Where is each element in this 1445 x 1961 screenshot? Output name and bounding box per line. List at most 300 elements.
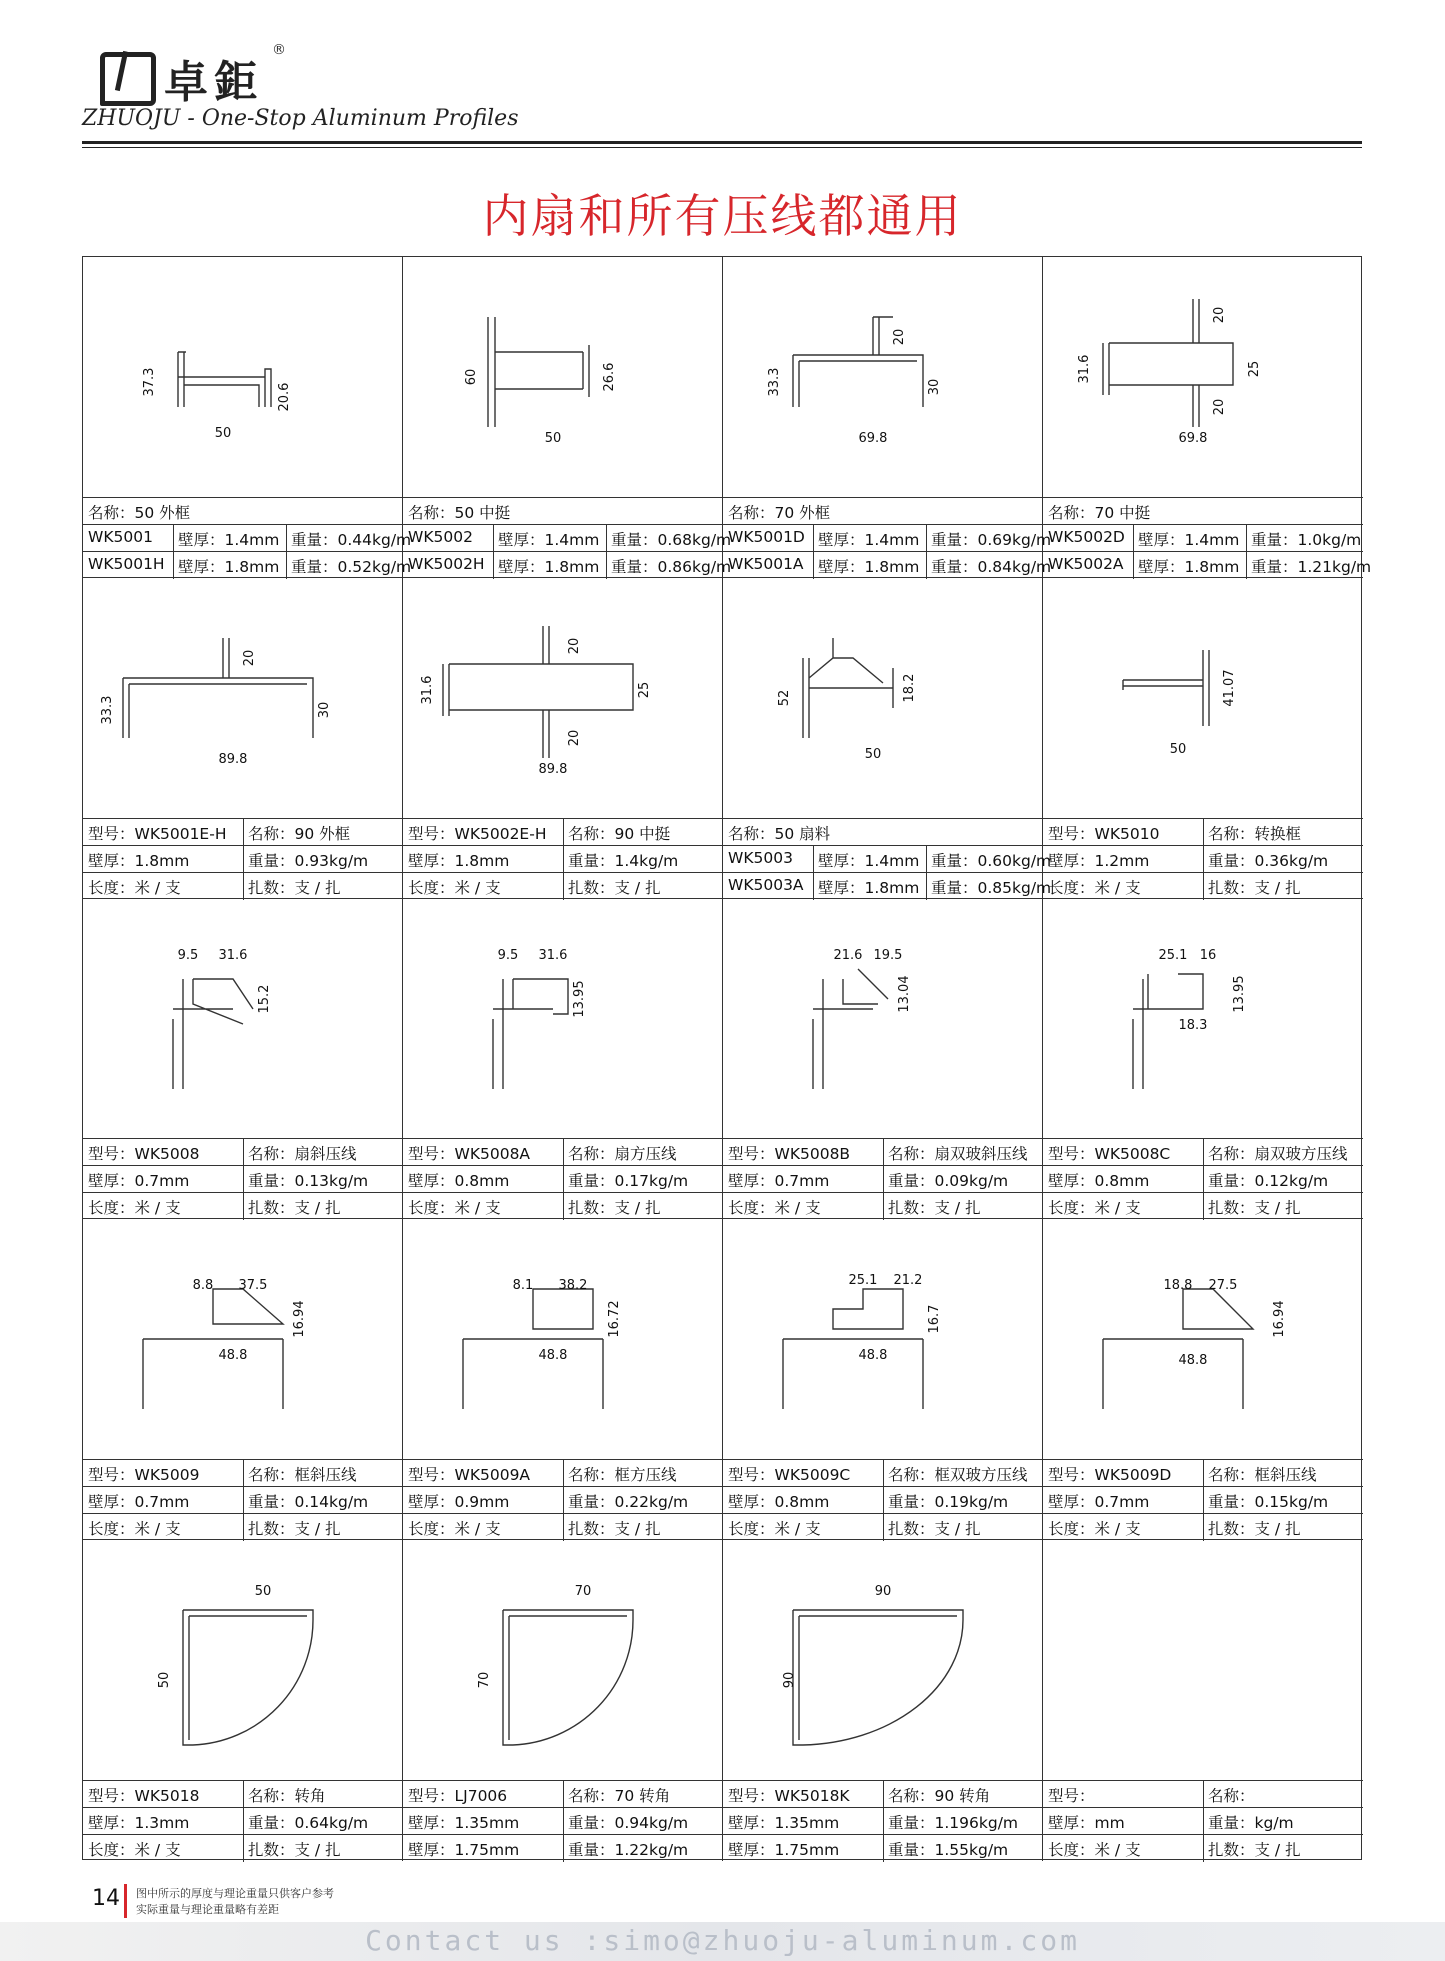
profile-drawing bbox=[83, 1540, 403, 1780]
spec-row bbox=[1043, 872, 1363, 899]
spec-value: 壁厚：1.3mm bbox=[88, 1813, 190, 1832]
spec-row bbox=[723, 872, 1052, 899]
spec-row bbox=[403, 1486, 723, 1513]
cell-divider bbox=[563, 1139, 564, 1166]
cell-divider bbox=[1203, 1166, 1204, 1193]
header-rule bbox=[82, 141, 1362, 144]
spec-row bbox=[723, 1165, 1043, 1192]
dimension-label: 69.8 bbox=[858, 430, 888, 446]
spec-table bbox=[83, 497, 412, 578]
dimension-label: 69.8 bbox=[1178, 430, 1208, 446]
cell-divider bbox=[173, 525, 174, 552]
spec-row bbox=[83, 551, 412, 578]
cell-divider bbox=[1133, 525, 1134, 552]
spec-row bbox=[403, 1834, 723, 1861]
dimension-label: 20 bbox=[891, 328, 907, 346]
spec-value: 长度：米 / 支 bbox=[408, 878, 501, 897]
profile-drawing bbox=[83, 578, 403, 818]
spec-row bbox=[723, 497, 1043, 524]
profile-cell bbox=[83, 899, 403, 1220]
spec-row bbox=[83, 1513, 403, 1540]
spec-table bbox=[723, 1780, 1043, 1861]
spec-value: 长度：米 / 支 bbox=[1048, 1520, 1141, 1539]
cell-divider bbox=[243, 873, 244, 900]
profile-cell bbox=[1043, 899, 1363, 1220]
profile-drawing bbox=[1043, 1219, 1363, 1459]
spec-row bbox=[403, 1807, 723, 1834]
dimension-label: 19.5 bbox=[873, 947, 903, 963]
spec-value: 壁厚：1.8mm bbox=[408, 851, 510, 870]
cell-divider bbox=[1203, 1487, 1204, 1514]
profile-grid bbox=[82, 256, 1372, 1860]
profile-cell bbox=[403, 257, 732, 578]
spec-table bbox=[83, 1780, 403, 1861]
cell-divider bbox=[243, 1193, 244, 1220]
dimension-label: 20 bbox=[1211, 398, 1227, 416]
spec-value: 重量：0.13kg/m bbox=[248, 1172, 369, 1191]
spec-row bbox=[83, 872, 403, 899]
dimension-label: 21.2 bbox=[893, 1273, 923, 1289]
cell-divider bbox=[1203, 819, 1204, 846]
spec-value: 扎数：支 / 扎 bbox=[568, 878, 661, 897]
spec-table bbox=[83, 818, 403, 899]
cell-divider bbox=[1203, 873, 1204, 900]
spec-row bbox=[1043, 1486, 1363, 1513]
spec-value: 重量：0.68kg/m bbox=[611, 530, 732, 549]
spec-row bbox=[1043, 1780, 1363, 1807]
dimension-label: 48.8 bbox=[538, 1348, 568, 1364]
cell-divider bbox=[243, 846, 244, 873]
spec-value: 重量：0.17kg/m bbox=[568, 1172, 689, 1191]
spec-value: 壁厚：1.35mm bbox=[408, 1813, 520, 1832]
spec-value: 壁厚：0.9mm bbox=[408, 1493, 510, 1512]
spec-row bbox=[723, 818, 1043, 845]
spec-value: 型号：WK5018K bbox=[728, 1786, 850, 1805]
dimension-label: 37.3 bbox=[142, 367, 158, 397]
spec-value: 壁厚：1.8mm bbox=[818, 878, 920, 897]
spec-value: 重量：0.14kg/m bbox=[248, 1493, 369, 1512]
dimension-label: 37.5 bbox=[238, 1278, 268, 1294]
spec-row bbox=[83, 1165, 403, 1192]
spec-value: 壁厚：0.7mm bbox=[88, 1172, 190, 1191]
dimension-label: 50 bbox=[214, 425, 232, 441]
spec-value: 重量：0.19kg/m bbox=[888, 1493, 1009, 1512]
cell-divider bbox=[563, 1460, 564, 1487]
spec-value: 壁厚：1.75mm bbox=[728, 1840, 840, 1859]
cell-divider bbox=[1133, 552, 1134, 579]
spec-table bbox=[83, 1459, 403, 1540]
cell-divider bbox=[493, 552, 494, 579]
profile-drawing bbox=[1043, 257, 1363, 497]
spec-value: 名称：转角 bbox=[248, 1786, 326, 1805]
spec-row bbox=[403, 1165, 723, 1192]
spec-value: 长度：米 / 支 bbox=[1048, 1199, 1141, 1218]
cell-divider bbox=[563, 1487, 564, 1514]
spec-value: 壁厚：1.2mm bbox=[1048, 851, 1150, 870]
footer-note-line: 实际重量与理论重量略有差距 bbox=[136, 1903, 279, 1916]
profile-drawing bbox=[1043, 899, 1363, 1139]
cell-divider bbox=[563, 819, 564, 846]
dimension-label: 15.2 bbox=[256, 984, 272, 1014]
cell-divider bbox=[563, 1514, 564, 1541]
dimension-label: 70 bbox=[574, 1584, 592, 1600]
cell-divider bbox=[1246, 552, 1247, 579]
spec-value: 重量：0.44kg/m bbox=[291, 530, 412, 549]
cell-divider bbox=[493, 525, 494, 552]
profile-drawing bbox=[1043, 1540, 1363, 1780]
spec-row bbox=[723, 1138, 1043, 1165]
spec-value: 重量：0.84kg/m bbox=[931, 557, 1052, 576]
cell-divider bbox=[563, 1193, 564, 1220]
dimension-label: 41.07 bbox=[1221, 669, 1237, 707]
header-rule-thin bbox=[82, 147, 1362, 148]
cell-divider bbox=[883, 1808, 884, 1835]
spec-value: WK5001H bbox=[88, 554, 165, 573]
spec-value: 扎数：支 / 扎 bbox=[568, 1520, 661, 1539]
spec-value: 名称：90 外框 bbox=[248, 824, 351, 843]
spec-value: 型号：WK5008B bbox=[728, 1145, 851, 1164]
cell-divider bbox=[1203, 1460, 1204, 1487]
spec-row bbox=[83, 497, 403, 524]
dimension-label: 89.8 bbox=[538, 761, 568, 777]
dimension-label: 31.6 bbox=[1077, 354, 1093, 384]
spec-row bbox=[403, 1192, 723, 1219]
profile-drawing bbox=[723, 257, 1043, 497]
profile-drawing bbox=[723, 1540, 1043, 1780]
spec-row bbox=[723, 1834, 1043, 1861]
dimension-label: 30 bbox=[926, 378, 942, 396]
spec-row bbox=[403, 818, 723, 845]
dimension-label: 20 bbox=[566, 637, 582, 655]
dimension-label: 16.72 bbox=[606, 1300, 622, 1338]
profile-cell bbox=[403, 1219, 723, 1540]
cell-divider bbox=[243, 1460, 244, 1487]
dimension-label: 20 bbox=[1211, 306, 1227, 324]
spec-row bbox=[83, 1459, 403, 1486]
spec-table bbox=[403, 818, 723, 899]
dimension-label: 8.1 bbox=[512, 1278, 534, 1294]
spec-value: 名称：70 中挺 bbox=[1048, 503, 1151, 522]
profile-cell bbox=[723, 578, 1052, 899]
spec-row bbox=[1043, 818, 1363, 845]
spec-value: 名称：90 中挺 bbox=[568, 824, 671, 843]
spec-value: 名称：50 扇料 bbox=[728, 824, 831, 843]
cell-divider bbox=[926, 873, 927, 900]
spec-row bbox=[403, 497, 723, 524]
spec-value: 壁厚：1.4mm bbox=[498, 530, 600, 549]
cell-divider bbox=[813, 525, 814, 552]
spec-value: 扎数：支 / 扎 bbox=[248, 1520, 341, 1539]
cell-divider bbox=[813, 552, 814, 579]
spec-value: 长度：米 / 支 bbox=[408, 1520, 501, 1539]
profile-drawing bbox=[723, 578, 1043, 818]
spec-value: 壁厚：0.8mm bbox=[1048, 1172, 1150, 1191]
cell-divider bbox=[1246, 525, 1247, 552]
spec-value: 名称：扇双玻斜压线 bbox=[888, 1145, 1028, 1164]
profile-drawing bbox=[1043, 578, 1363, 818]
cell-divider bbox=[813, 846, 814, 873]
spec-value: 名称： bbox=[1208, 1786, 1255, 1805]
spec-row bbox=[723, 845, 1052, 872]
cell-divider bbox=[1203, 846, 1204, 873]
profile-drawing bbox=[403, 1540, 723, 1780]
spec-value: 壁厚：1.35mm bbox=[728, 1813, 840, 1832]
dimension-label: 25 bbox=[1246, 360, 1262, 378]
spec-row bbox=[83, 1807, 403, 1834]
spec-value: WK5002A bbox=[1048, 554, 1124, 573]
cell-divider bbox=[243, 1166, 244, 1193]
spec-value: 重量：0.86kg/m bbox=[611, 557, 732, 576]
registered-mark: ® bbox=[272, 42, 286, 58]
dimension-label: 90 bbox=[874, 1584, 892, 1600]
profile-cell bbox=[403, 899, 723, 1220]
cell-divider bbox=[883, 1487, 884, 1514]
spec-value: 型号：WK5008C bbox=[1048, 1145, 1171, 1164]
cell-divider bbox=[563, 1808, 564, 1835]
dimension-label: 18.3 bbox=[1178, 1017, 1208, 1033]
spec-value: WK5001 bbox=[88, 527, 153, 546]
spec-row bbox=[83, 1780, 403, 1807]
spec-value: 名称：扇双玻方压线 bbox=[1208, 1145, 1348, 1164]
dimension-label: 27.5 bbox=[1208, 1278, 1238, 1294]
profile-drawing bbox=[403, 257, 723, 497]
spec-value: 型号：WK5010 bbox=[1048, 824, 1160, 843]
spec-row bbox=[83, 1192, 403, 1219]
cell-divider bbox=[1203, 1193, 1204, 1220]
dimension-label: 31.6 bbox=[538, 947, 568, 963]
spec-table bbox=[1043, 497, 1372, 578]
spec-value: 重量：0.69kg/m bbox=[931, 530, 1052, 549]
profile-cell bbox=[83, 1219, 403, 1540]
dimension-label: 52 bbox=[777, 689, 793, 707]
cell-divider bbox=[606, 552, 607, 579]
spec-value: 名称：框斜压线 bbox=[248, 1466, 357, 1485]
spec-value: WK5003A bbox=[728, 875, 804, 894]
spec-value: 重量：0.36kg/m bbox=[1208, 851, 1329, 870]
spec-row bbox=[723, 1459, 1043, 1486]
dimension-label: 48.8 bbox=[858, 1348, 888, 1364]
spec-value: 型号：WK5008A bbox=[408, 1145, 531, 1164]
spec-value: 重量：0.93kg/m bbox=[248, 851, 369, 870]
dimension-label: 18.8 bbox=[1163, 1278, 1193, 1294]
spec-value: WK5002 bbox=[408, 527, 473, 546]
profile-cell bbox=[83, 257, 412, 578]
dimension-label: 31.6 bbox=[420, 675, 436, 705]
spec-row bbox=[723, 551, 1052, 578]
spec-row bbox=[723, 1780, 1043, 1807]
spec-value: 名称：扇方压线 bbox=[568, 1145, 677, 1164]
spec-row bbox=[1043, 845, 1363, 872]
profile-cell bbox=[403, 578, 723, 899]
spec-table bbox=[83, 1138, 403, 1219]
cell-divider bbox=[883, 1781, 884, 1808]
spec-value: 型号：WK5002E-H bbox=[408, 824, 547, 843]
spec-value: 重量：kg/m bbox=[1208, 1813, 1294, 1832]
cell-divider bbox=[1203, 1514, 1204, 1541]
spec-value: WK5002D bbox=[1048, 527, 1125, 546]
profile-cell bbox=[1043, 257, 1372, 578]
spec-value: 型号：LJ7006 bbox=[408, 1786, 508, 1805]
spec-row bbox=[1043, 1165, 1363, 1192]
spec-value: 壁厚：1.75mm bbox=[408, 1840, 520, 1859]
spec-row bbox=[1043, 551, 1372, 578]
spec-value: 长度：米 / 支 bbox=[728, 1520, 821, 1539]
cell-divider bbox=[563, 1835, 564, 1862]
spec-table bbox=[1043, 1459, 1363, 1540]
dimension-label: 25.1 bbox=[1158, 947, 1188, 963]
spec-value: 名称：50 外框 bbox=[88, 503, 191, 522]
contact-email-link[interactable]: Contact us :simo@zhuoju-aluminum.com bbox=[365, 1924, 1080, 1957]
profile-cell bbox=[83, 1540, 403, 1861]
dimension-label: 21.6 bbox=[833, 947, 863, 963]
spec-value: 重量：0.12kg/m bbox=[1208, 1172, 1329, 1191]
profile-drawing bbox=[83, 257, 403, 497]
spec-value: 壁厚：1.8mm bbox=[818, 557, 920, 576]
cell-divider bbox=[926, 525, 927, 552]
cell-divider bbox=[286, 552, 287, 579]
spec-value: 壁厚：0.7mm bbox=[88, 1493, 190, 1512]
cell-divider bbox=[883, 1193, 884, 1220]
cell-divider bbox=[243, 1514, 244, 1541]
cell-divider bbox=[173, 552, 174, 579]
cell-divider bbox=[286, 525, 287, 552]
spec-value: 重量：0.85kg/m bbox=[931, 878, 1052, 897]
profile-drawing bbox=[723, 1219, 1043, 1459]
spec-row bbox=[1043, 1834, 1363, 1861]
dimension-label: 38.2 bbox=[558, 1278, 588, 1294]
spec-value: 壁厚：1.8mm bbox=[178, 557, 280, 576]
spec-value: 壁厚：0.7mm bbox=[1048, 1493, 1150, 1512]
spec-value: 长度：米 / 支 bbox=[88, 1199, 181, 1218]
dimension-label: 20.6 bbox=[276, 382, 292, 412]
dimension-label: 16 bbox=[1199, 947, 1217, 963]
spec-row bbox=[83, 1486, 403, 1513]
spec-value: 型号：WK5009D bbox=[1048, 1466, 1172, 1485]
spec-value: 名称：70 外框 bbox=[728, 503, 831, 522]
dimension-label: 50 bbox=[157, 1671, 173, 1689]
cell-divider bbox=[243, 1808, 244, 1835]
spec-value: 名称：框方压线 bbox=[568, 1466, 677, 1485]
cell-divider bbox=[243, 1781, 244, 1808]
dimension-label: 20 bbox=[566, 729, 582, 747]
dimension-label: 50 bbox=[254, 1584, 272, 1600]
spec-value: 重量：1.4kg/m bbox=[568, 851, 679, 870]
spec-value: 型号： bbox=[1048, 1786, 1095, 1805]
dimension-label: 48.8 bbox=[1178, 1353, 1208, 1369]
cell-divider bbox=[1203, 1139, 1204, 1166]
cell-divider bbox=[243, 819, 244, 846]
dimension-label: 89.8 bbox=[218, 751, 248, 767]
dimension-label: 25 bbox=[636, 681, 652, 699]
dimension-label: 26.6 bbox=[601, 362, 617, 392]
spec-value: 型号：WK5008 bbox=[88, 1145, 200, 1164]
spec-row bbox=[1043, 1192, 1363, 1219]
footer-note-line: 图中所示的厚度与理论重量只供客户参考 bbox=[136, 1887, 334, 1900]
dimension-label: 31.6 bbox=[218, 947, 248, 963]
spec-table bbox=[723, 497, 1052, 578]
dimension-label: 16.94 bbox=[291, 1300, 307, 1338]
dimension-label: 16.7 bbox=[926, 1304, 942, 1334]
dimension-label: 13.04 bbox=[896, 975, 912, 1013]
dimension-label: 50 bbox=[544, 430, 562, 446]
profile-drawing bbox=[83, 1219, 403, 1459]
spec-row bbox=[83, 1834, 403, 1861]
spec-value: WK5002H bbox=[408, 554, 485, 573]
footer-note bbox=[136, 1886, 334, 1918]
spec-row bbox=[403, 1138, 723, 1165]
cell-divider bbox=[563, 1166, 564, 1193]
cell-divider bbox=[883, 1460, 884, 1487]
spec-value: 重量：0.64kg/m bbox=[248, 1813, 369, 1832]
spec-row bbox=[1043, 1513, 1363, 1540]
cell-divider bbox=[926, 846, 927, 873]
spec-value: 重量：1.0kg/m bbox=[1251, 530, 1362, 549]
profile-drawing bbox=[723, 899, 1043, 1139]
spec-value: 重量：1.55kg/m bbox=[888, 1840, 1009, 1859]
cell-divider bbox=[243, 1835, 244, 1862]
spec-row bbox=[83, 524, 412, 551]
page-number: 14 bbox=[92, 1886, 120, 1911]
spec-row bbox=[403, 1459, 723, 1486]
cell-divider bbox=[1203, 1781, 1204, 1808]
spec-value: 重量：0.94kg/m bbox=[568, 1813, 689, 1832]
spec-value: 壁厚：1.4mm bbox=[1138, 530, 1240, 549]
cell-divider bbox=[883, 1514, 884, 1541]
cell-divider bbox=[926, 552, 927, 579]
profile-drawing bbox=[403, 899, 723, 1139]
spec-row bbox=[403, 845, 723, 872]
spec-row bbox=[1043, 497, 1363, 524]
dimension-label: 50 bbox=[1169, 741, 1187, 757]
profile-cell bbox=[1043, 1540, 1363, 1861]
spec-value: 型号：WK5018 bbox=[88, 1786, 200, 1805]
dimension-label: 90 bbox=[782, 1671, 798, 1689]
dimension-label: 18.2 bbox=[901, 673, 917, 703]
brand-name: 卓鉅 bbox=[164, 57, 264, 108]
spec-row bbox=[403, 551, 732, 578]
spec-table bbox=[1043, 1780, 1363, 1861]
spec-value: 扎数：支 / 扎 bbox=[1208, 1520, 1301, 1539]
spec-value: 名称：框双玻方压线 bbox=[888, 1466, 1028, 1485]
spec-row bbox=[83, 1138, 403, 1165]
dimension-label: 9.5 bbox=[177, 947, 199, 963]
spec-row bbox=[403, 1513, 723, 1540]
spec-table bbox=[723, 1138, 1043, 1219]
spec-value: 扎数：支 / 扎 bbox=[1208, 1840, 1301, 1859]
footer-accent-bar bbox=[124, 1884, 127, 1918]
spec-row bbox=[723, 1807, 1043, 1834]
spec-value: 名称：50 中挺 bbox=[408, 503, 511, 522]
spec-value: 壁厚：1.4mm bbox=[818, 851, 920, 870]
cell-divider bbox=[243, 1487, 244, 1514]
spec-row bbox=[1043, 1138, 1363, 1165]
spec-value: 扎数：支 / 扎 bbox=[888, 1199, 981, 1218]
spec-row bbox=[1043, 1807, 1363, 1834]
cell-divider bbox=[883, 1139, 884, 1166]
spec-value: 型号：WK5001E-H bbox=[88, 824, 227, 843]
profile-cell bbox=[1043, 578, 1363, 899]
spec-value: 重量：1.22kg/m bbox=[568, 1840, 689, 1859]
profile-drawing bbox=[403, 578, 723, 818]
spec-value: 壁厚：1.8mm bbox=[498, 557, 600, 576]
spec-row bbox=[723, 524, 1052, 551]
brand-logo-icon bbox=[100, 52, 156, 106]
spec-row bbox=[723, 1486, 1043, 1513]
spec-table bbox=[403, 1459, 723, 1540]
cell-divider bbox=[1203, 1808, 1204, 1835]
spec-value: 壁厚：mm bbox=[1048, 1813, 1125, 1832]
spec-row bbox=[403, 524, 732, 551]
